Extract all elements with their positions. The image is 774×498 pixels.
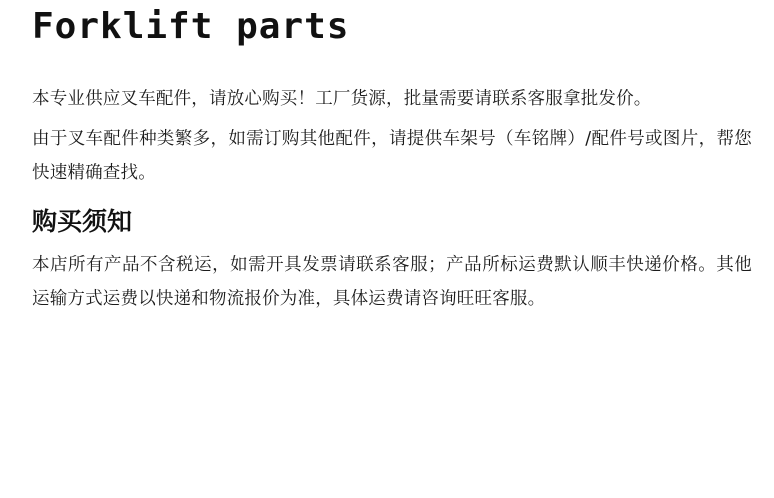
intro-paragraph-2: 由于叉车配件种类繁多，如需订购其他配件，请提供车架号（车铭牌）/配件号或图片，帮您快速精确查找。 (32, 129, 752, 183)
purchase-notice-heading: 购买须知 (32, 207, 133, 236)
intro-paragraph-1: 本专业供应叉车配件，请放心购买！工厂货源，批量需要请联系客服拿批发价。 (32, 89, 652, 109)
purchase-notice-paragraph: 本店所有产品不含税运，如需开具发票请联系客服；产品所标运费默认顺丰快递价格。其他运输方式运费以快递和物流报价为准，具体运费请咨询旺旺客服。 (32, 255, 752, 309)
page-title: Forklift parts (32, 6, 350, 47)
